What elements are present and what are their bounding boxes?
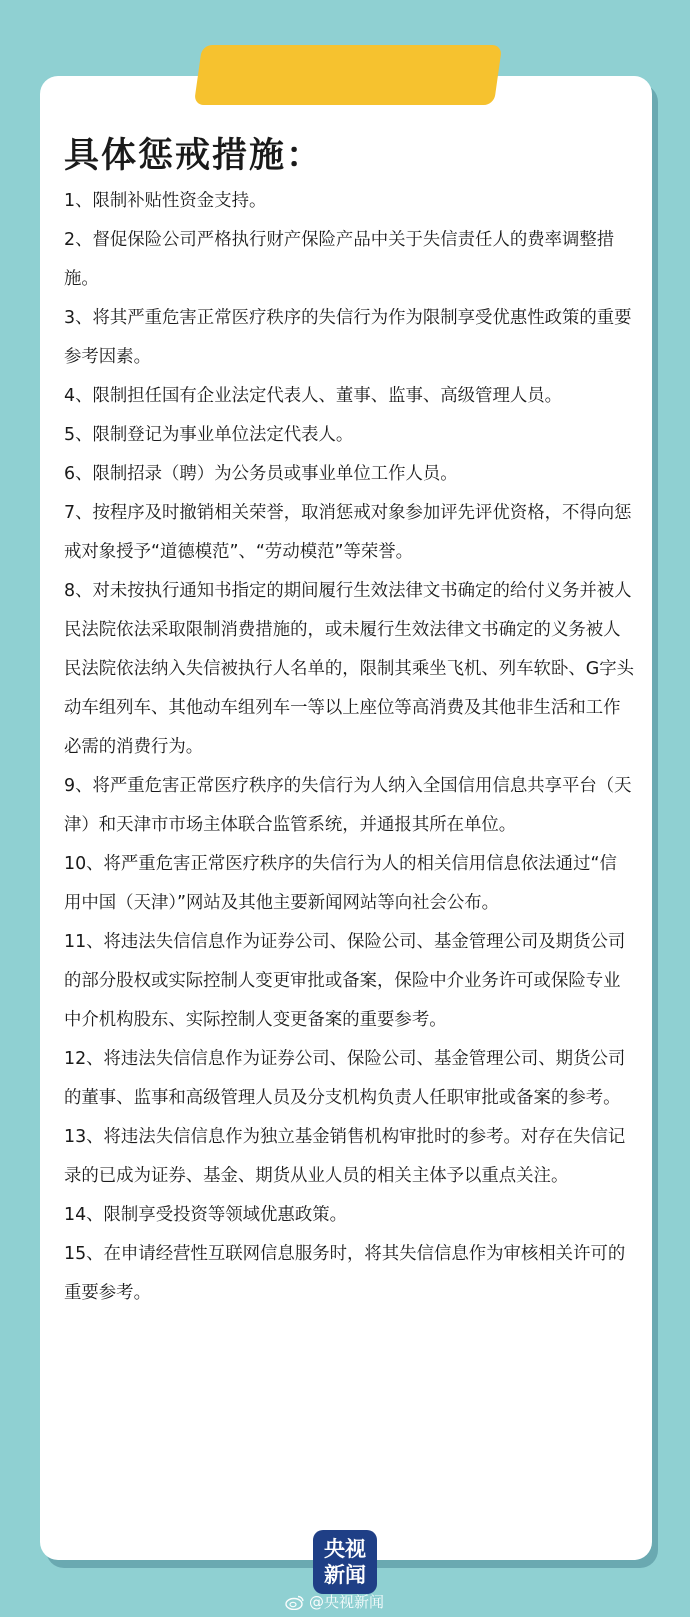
list-item: 15、在申请经营性互联网信息服务时，将其失信信息作为审核相关许可的重要参考。 (64, 1244, 626, 1303)
list-item: 3、将其严重危害正常医疗秩序的失信行为作为限制享受优惠性政策的重要参考因素。 (64, 308, 632, 367)
weibo-icon (285, 1594, 305, 1610)
logo-line-2: 新闻 (324, 1563, 366, 1587)
logo-line-1: 央视 (324, 1537, 366, 1561)
list-item: 11、将违法失信信息作为证券公司、保险公司、基金管理公司及期货公司的部分股权或实际控制人变更审批或备案，保险中介业务许可或保险专业中介机构股东、实际控制人变更备案的重要参考。 (64, 932, 626, 1030)
list-item: 2、督促保险公司严格执行财产保险产品中关于失信责任人的费率调整措施。 (64, 230, 615, 289)
list-item: 10、将严重危害正常医疗秩序的失信行为人的相关信用信息依法通过“信用中国（天津）”网站及其他主要新闻网站等向社会公布。 (64, 854, 617, 913)
watermark-text: @央视新闻 (309, 1593, 385, 1611)
list-item: 6、限制招录（聘）为公务员或事业单位工作人员。 (64, 464, 458, 484)
list-item: 1、限制补贴性资金支持。 (64, 191, 267, 211)
list-item: 5、限制登记为事业单位法定代表人。 (64, 425, 354, 445)
watermark (285, 1592, 384, 1612)
list-item: 8、对未按执行通知书指定的期间履行生效法律文书确定的给付义务并被人民法院依法采取限制消费措施的，或未履行生效法律文书确定的义务被人民法院依法纳入失信被执行人名单的，限制其乘坐飞机、列车软卧、G字头动车组列车、其他动车组列车一等以上座位等高消费及其他非生活和工作必需的消费行为。 (64, 581, 634, 757)
list-item: 9、将严重危害正常医疗秩序的失信行为人纳入全国信用信息共享平台（天津）和天津市市场主体联合监管系统，并通报其所在单位。 (64, 776, 632, 835)
list-item: 7、按程序及时撤销相关荣誉，取消惩戒对象参加评先评优资格，不得向惩戒对象授予“道德模范”、“劳动模范”等荣誉。 (64, 503, 632, 562)
cctv-news-logo (313, 1530, 377, 1594)
list-item: 14、限制享受投资等领域优惠政策。 (64, 1205, 347, 1225)
list-item: 4、限制担任国有企业法定代表人、董事、监事、高级管理人员。 (64, 386, 563, 406)
list-item: 12、将违法失信信息作为证券公司、保险公司、基金管理公司、期货公司的董事、监事和高级管理人员及分支机构负责人任职审批或备案的参考。 (64, 1049, 626, 1108)
list-item: 13、将违法失信信息作为独立基金销售机构审批时的参考。对存在失信记录的已成为证券、基金、期货从业人员的相关主体予以重点关注。 (64, 1127, 626, 1186)
header-tab-decoration (194, 45, 502, 105)
page-title: 具体惩戒措施： (64, 136, 324, 176)
document-content (64, 132, 634, 1313)
